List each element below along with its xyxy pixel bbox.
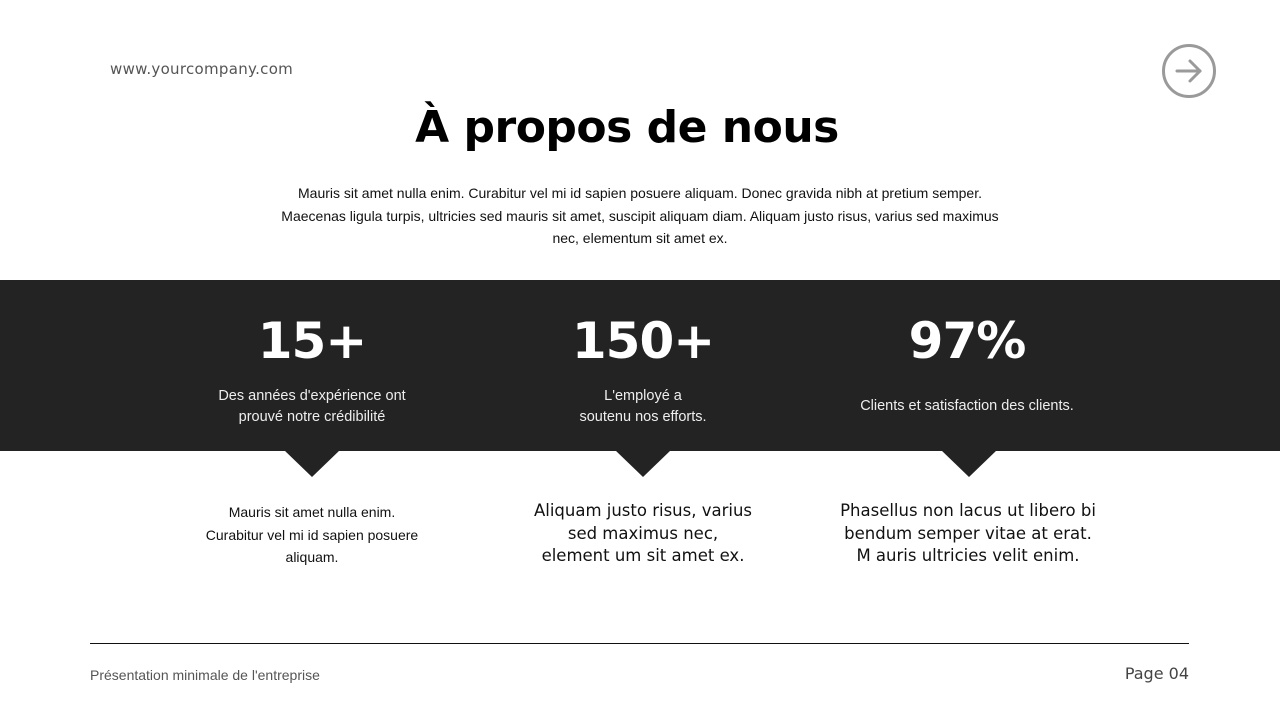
stat-label-line: Clients et satisfaction des clients.: [860, 398, 1074, 414]
description-1: Mauris sit amet nulla enim. Curabitur vel mi id sapien posuere aliquam.: [205, 504, 419, 565]
stat-label: [182, 386, 442, 428]
stats-band: [0, 280, 1280, 451]
stat-label-line: Des années d'expérience ont: [218, 388, 406, 404]
page-number: Page 04: [1124, 664, 1189, 683]
stat-label: [837, 396, 1097, 417]
description-3: Phasellus non lacus ut libero bi bendum semper vitae at erat. M auris ultricies velit enim.: [840, 501, 1096, 565]
next-slide-button[interactable]: [1162, 44, 1216, 98]
stat-label-line: soutenu nos efforts.: [579, 409, 707, 425]
stat-label: [513, 386, 773, 428]
stat-label-line: prouvé notre crédibilité: [238, 409, 386, 425]
arrow-right-circle-icon: [1173, 55, 1205, 87]
stat-value: 15+: [257, 312, 367, 370]
pointer-triangle: [615, 450, 671, 477]
footer-divider: [90, 643, 1189, 644]
stat-experience: [182, 280, 442, 428]
description-2: Aliquam justo risus, varius sed maximus nec, element um sit amet ex.: [533, 501, 753, 565]
website-url: www.yourcompany.com: [110, 60, 294, 78]
footer-presentation-title: Présentation minimale de l'entreprise: [90, 667, 320, 683]
stat-value: 150+: [571, 312, 715, 370]
stat-value: 97%: [908, 312, 1026, 370]
stat-employees: [513, 280, 773, 428]
stat-satisfaction: [837, 280, 1097, 417]
stat-label-line: L'employé a: [604, 388, 682, 404]
intro-paragraph: Mauris sit amet nulla enim. Curabitur vel mi id sapien posuere aliquam. Donec gravida nibh at pretium semper. Maecenas ligula turpis, ultricies sed mauris sit amet, suscipit aliquam diam. Aliquam justo risus, varius sed maximus nec, elementum sit amet ex.: [281, 185, 999, 246]
pointer-triangle: [284, 450, 340, 477]
pointer-triangle: [941, 450, 997, 477]
page-title: À propos de nous: [415, 102, 839, 153]
